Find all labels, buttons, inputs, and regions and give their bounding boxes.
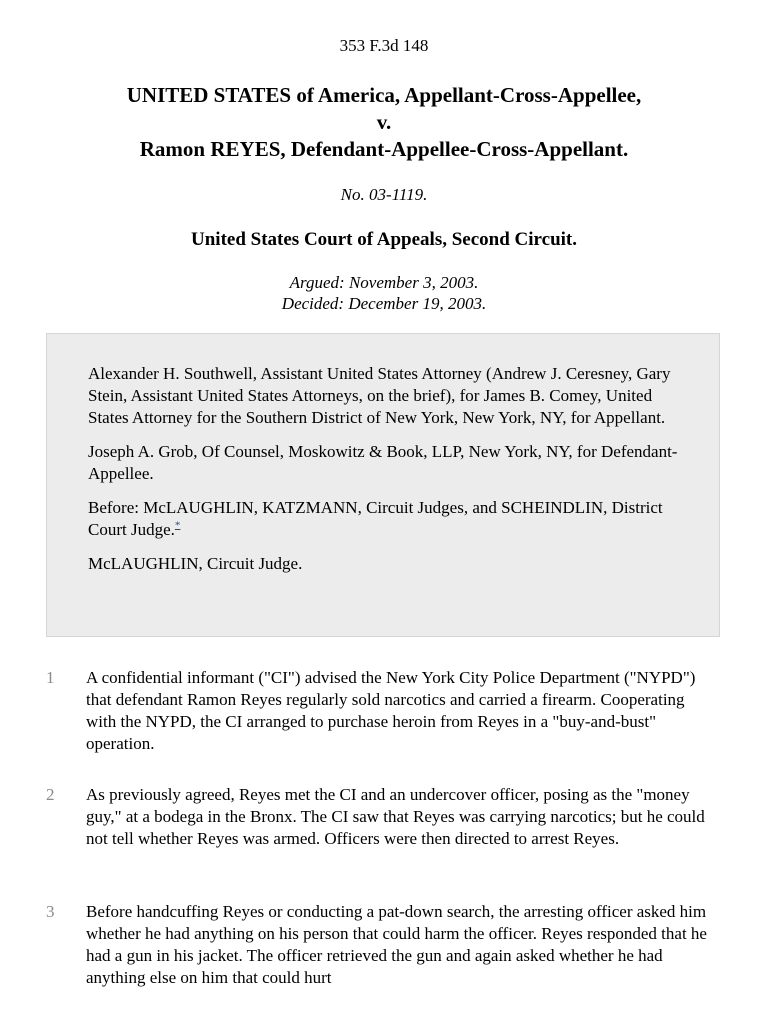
argued-date: Argued: November 3, 2003. — [289, 273, 479, 292]
paragraph-text: A confidential informant ("CI") advised the New York City Police Department ("NYPD") that defendant Ramon Reyes regularly sold narcotics and carried a firearm. Cooperating with the NYPD, the CI arranged to purchase heroin from Reyes in a "buy-and-bust" operation. — [86, 668, 696, 753]
counsel-appellant: Alexander H. Southwell, Assistant United States Attorney (Andrew J. Ceresney, Gary Stein, Assistant United States Attorneys, on the brief), for James B. Comey, United States Attorney for the Southern District of New York, New York, NY, for Appellant. — [88, 364, 671, 427]
reporter-citation: 353 F.3d 148 — [339, 36, 429, 55]
caption-appellant: UNITED STATES of America, Appellant-Cross-Appellee, — [126, 83, 642, 107]
counsel-appellee: Joseph A. Grob, Of Counsel, Moskowitz & Book, LLP, New York, NY, for Defendant-Appellee. — [88, 442, 678, 483]
paragraph-number: 2 — [46, 785, 55, 804]
panel-judges — [88, 497, 679, 541]
paragraph-text: Before handcuffing Reyes or conducting a pat-down search, the arresting officer asked him whether he had anything on his person that could harm the officer. Reyes responded that he had a gun in his jacket. The officer retrieved the gun and again asked whether he had anything else on him that could hurt — [86, 902, 707, 987]
paragraph-text: As previously agreed, Reyes met the CI and an undercover officer, posing as the "money guy," at a bodega in the Bronx. The CI saw that Reyes was carrying narcotics; but he could not tell whether Reyes was armed. Officers were then directed to arrest Reyes. — [86, 785, 705, 848]
footnote-link[interactable]: * — [174, 519, 181, 532]
panel-judges-text: Before: McLAUGHLIN, KATZMANN, Circuit Judges, and SCHEINDLIN, District Court Judge. — [88, 498, 663, 539]
caption-versus: v. — [376, 110, 392, 134]
opinion-author: McLAUGHLIN, Circuit Judge. — [88, 554, 303, 573]
case-dates — [0, 272, 768, 314]
caption-appellee: Ramon REYES, Defendant-Appellee-Cross-Appellant. — [139, 137, 629, 161]
paragraph-number: 3 — [46, 902, 55, 921]
paragraph-number: 1 — [46, 668, 55, 687]
decided-date: Decided: December 19, 2003. — [281, 294, 487, 313]
court-name: United States Court of Appeals, Second Circuit. — [191, 229, 577, 250]
case-caption — [0, 82, 768, 163]
counsel-panel — [46, 333, 720, 637]
docket-number: No. 03-1119. — [340, 185, 428, 204]
